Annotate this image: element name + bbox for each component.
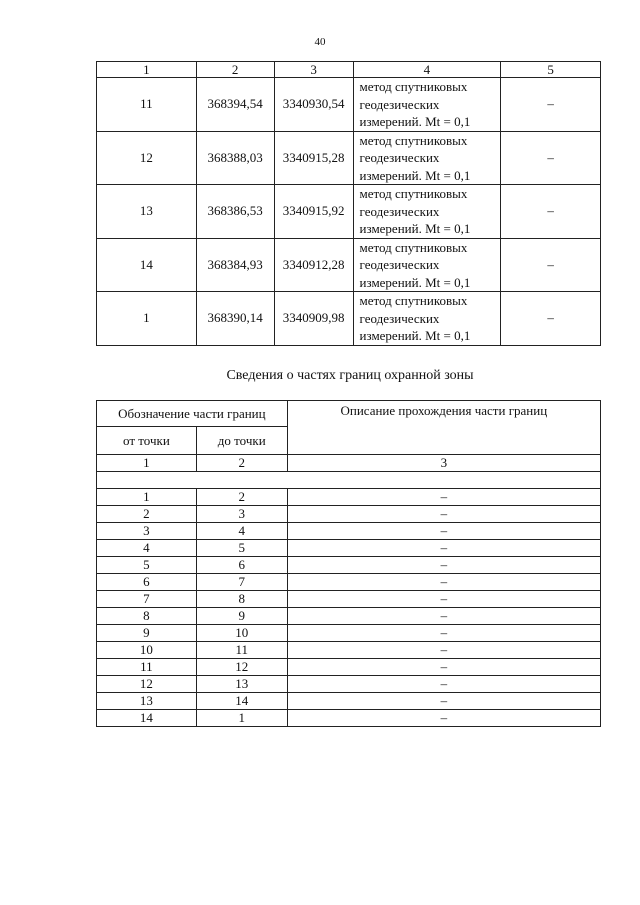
from-cell: 7 [97,591,197,608]
x-coordinate-cell: 368384,93 [196,238,274,292]
method-line: измерений. Mt = 0,1 [359,167,471,183]
header-cell: 1 [97,62,197,78]
table-row [97,625,601,642]
table-row [97,238,601,292]
description-cell: – [287,574,600,591]
description-cell: – [287,557,600,574]
method-line: метод спутниковых [359,79,468,94]
table-row [97,78,601,132]
method-line: измерений. Mt = 0,1 [359,274,471,290]
to-point-header: до точки [196,427,287,455]
from-cell: 10 [97,642,197,659]
to-cell: 12 [196,659,287,676]
table-row [97,523,601,540]
description-cell: – [287,659,600,676]
x-coordinate-cell: 368386,53 [196,185,274,239]
header-cell: 3 [274,62,353,78]
description-cell: – [287,506,600,523]
table-row [97,185,601,239]
description-cell: – [287,642,600,659]
description-cell: – [287,489,600,506]
header-cell: 2 [196,455,287,472]
description-cell: – [287,710,600,727]
from-cell: 1 [97,489,197,506]
from-cell: 6 [97,574,197,591]
to-cell: 11 [196,642,287,659]
description-cell: – [287,540,600,557]
from-cell: 11 [97,659,197,676]
header-cell: 1 [97,455,197,472]
method-line: метод спутниковых [359,239,468,255]
to-cell: 7 [196,574,287,591]
to-cell: 9 [196,608,287,625]
from-cell: 9 [97,625,197,642]
y-coordinate-cell: 3340912,28 [274,238,353,292]
to-cell: 6 [196,557,287,574]
to-cell: 4 [196,523,287,540]
table-row [97,292,601,346]
boundary-parts-table [96,400,601,727]
method-line: метод спутниковых [359,293,468,308]
to-cell: 10 [196,625,287,642]
table-row [97,131,601,185]
from-cell: 2 [97,506,197,523]
method-line: метод спутниковых [359,186,468,201]
table-row [97,642,601,659]
method-cell [353,185,501,239]
note-cell: – [501,185,601,239]
header-cell: 3 [287,455,600,472]
parts-header-row [97,401,601,427]
x-coordinate-cell: 368390,14 [196,292,274,346]
method-line: измерений. Mt = 0,1 [359,114,471,129]
method-line: измерений. Mt = 0,1 [359,221,471,236]
parts-number-row [97,455,601,472]
description-cell: – [287,625,600,642]
point-cell: 12 [97,131,197,185]
method-line: метод спутниковых [359,132,468,148]
header-cell: 4 [353,62,501,78]
description-cell: – [287,693,600,710]
from-cell: 4 [97,540,197,557]
description-cell: – [287,676,600,693]
method-line: геодезических [359,257,440,272]
from-cell: 5 [97,557,197,574]
to-cell: 13 [196,676,287,693]
header-cell: 2 [196,62,274,78]
from-cell: 8 [97,608,197,625]
method-cell [353,78,501,132]
description-header: Описание прохождения части границ [287,401,600,455]
method-line: геодезических [359,310,440,326]
header-cell: 5 [501,62,601,78]
point-cell: 14 [97,238,197,292]
from-cell: 3 [97,523,197,540]
description-cell: – [287,608,600,625]
section-caption: Сведения о частях границ охранной зоны [226,368,474,383]
empty-row [97,472,601,489]
coordinates-header-row [97,62,601,78]
method-line: геодезических [359,150,440,165]
to-cell: 14 [196,693,287,710]
coordinates-table [96,61,601,346]
description-cell: – [287,591,600,608]
designation-header: Обозначение части границ [97,401,288,427]
method-cell [353,131,501,185]
to-cell: 3 [196,506,287,523]
note-cell: – [501,292,601,346]
to-cell: 5 [196,540,287,557]
point-cell: 13 [97,185,197,239]
note-cell: – [501,131,601,185]
to-cell: 2 [196,489,287,506]
y-coordinate-cell: 3340915,92 [274,185,353,239]
from-cell: 13 [97,693,197,710]
y-coordinate-cell: 3340909,98 [274,292,353,346]
description-cell: – [287,523,600,540]
table-row [97,608,601,625]
y-coordinate-cell: 3340930,54 [274,78,353,132]
table-row [97,489,601,506]
from-cell: 14 [97,710,197,727]
method-cell [353,292,501,346]
point-cell: 1 [97,292,197,346]
y-coordinate-cell: 3340915,28 [274,131,353,185]
table-row [97,506,601,523]
method-line: геодезических [359,96,440,112]
method-line: измерений. Mt = 0,1 [359,328,471,343]
table-row [97,557,601,574]
to-cell: 8 [196,591,287,608]
x-coordinate-cell: 368394,54 [196,78,274,132]
method-line: геодезических [359,203,440,219]
table-row [97,574,601,591]
table-row [97,710,601,727]
from-point-header: от точки [97,427,197,455]
from-cell: 12 [97,676,197,693]
page-number: 40 [314,36,326,48]
note-cell: – [501,78,601,132]
table-row [97,659,601,676]
table-row [97,540,601,557]
point-cell: 11 [97,78,197,132]
table-row [97,693,601,710]
note-cell: – [501,238,601,292]
method-cell [353,238,501,292]
to-cell: 1 [196,710,287,727]
table-row [97,676,601,693]
empty-cell [97,472,601,489]
x-coordinate-cell: 368388,03 [196,131,274,185]
table-row [97,591,601,608]
